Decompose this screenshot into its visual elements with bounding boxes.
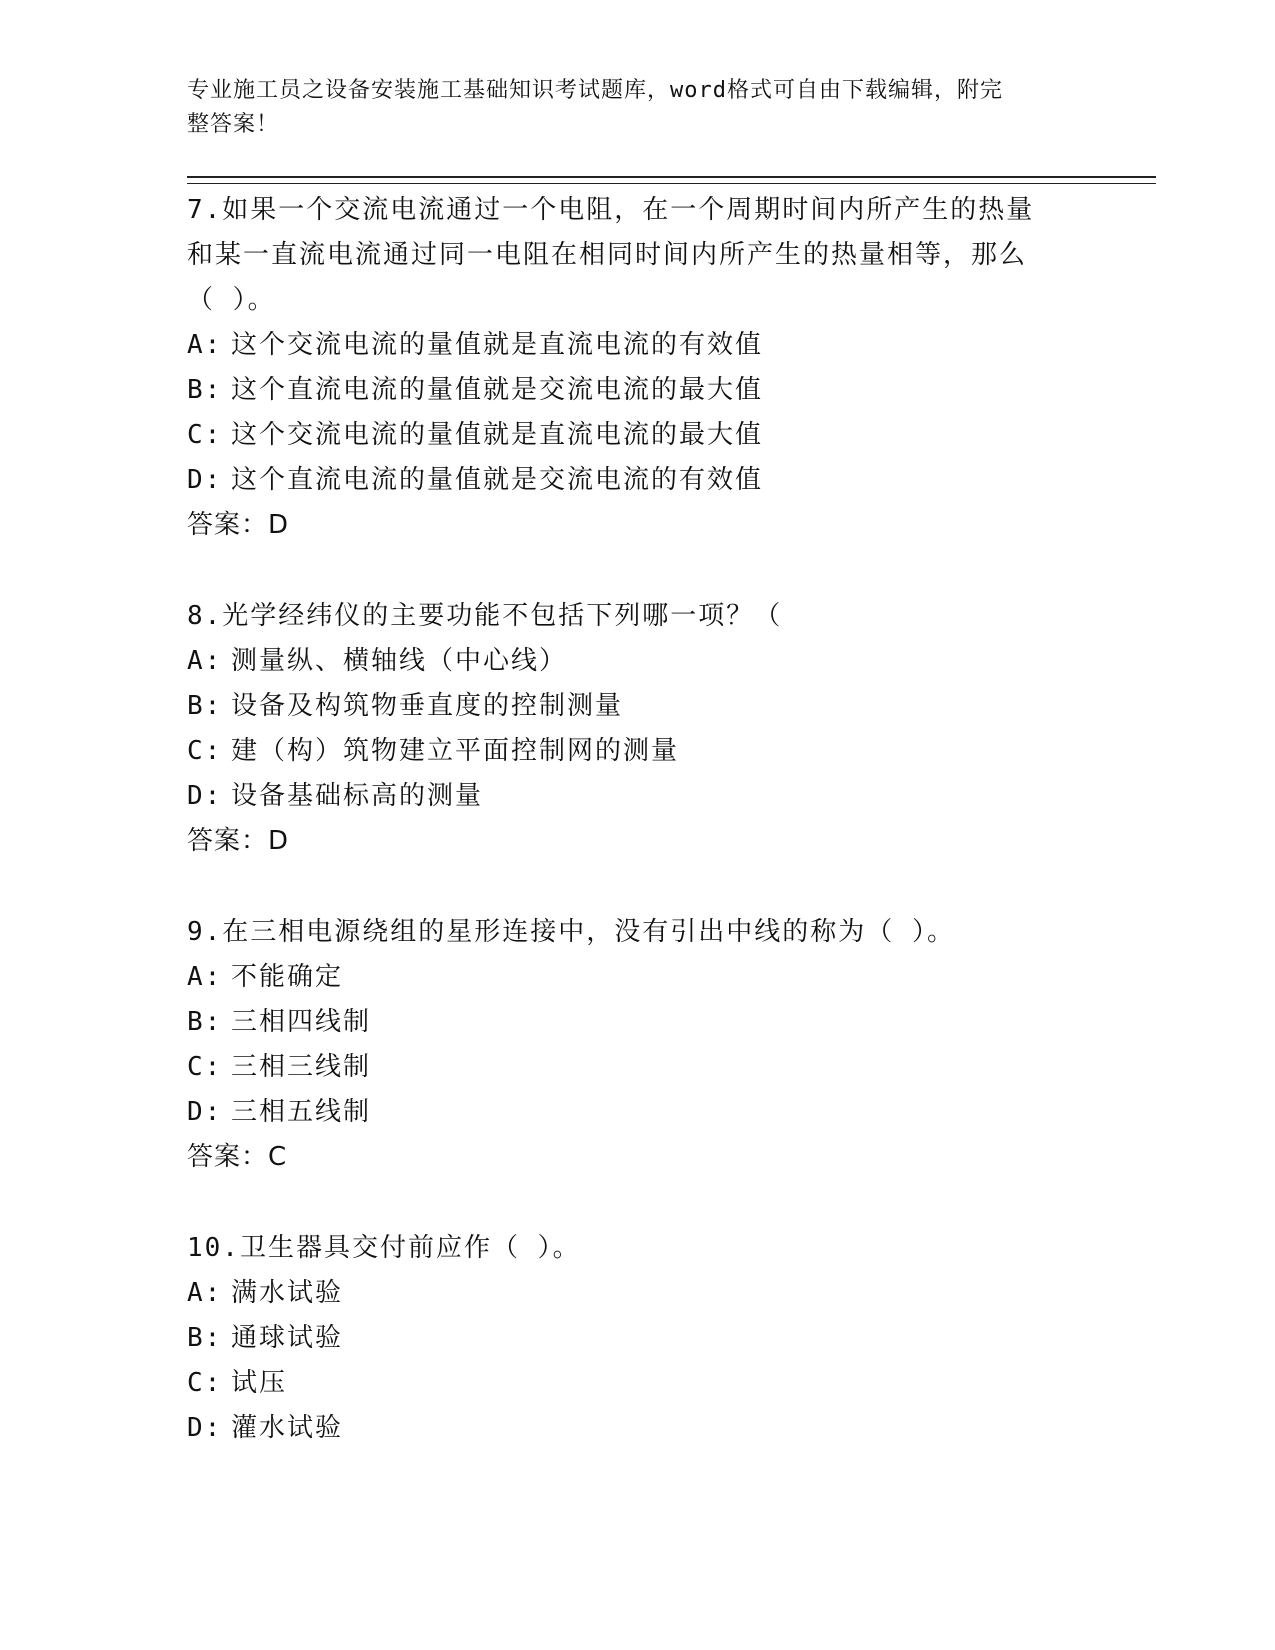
option-letter: B: <box>187 375 223 405</box>
option-letter: B: <box>187 1323 223 1353</box>
option-d <box>187 774 1067 819</box>
option-b <box>187 368 1067 413</box>
option-text: 这个直流电流的量值就是交流电流的最大值 <box>231 375 764 405</box>
option-letter: C: <box>187 736 223 766</box>
option-a <box>187 323 1067 368</box>
option-text: 测量纵、横轴线（中心线） <box>231 646 568 676</box>
option-d <box>187 458 1067 503</box>
option-text: 这个交流电流的量值就是直流电流的最大值 <box>231 420 764 450</box>
option-text: 试压 <box>231 1368 288 1398</box>
option-letter: C: <box>187 420 223 450</box>
option-letter: B: <box>187 1007 223 1037</box>
answer-line: 答案：D <box>187 510 290 540</box>
option-text: 设备基础标高的测量 <box>231 781 484 811</box>
question-9 <box>187 910 1067 1180</box>
option-b <box>187 1316 1067 1361</box>
option-text: 满水试验 <box>231 1278 344 1308</box>
option-letter: D: <box>187 1097 223 1127</box>
option-text: 灌水试验 <box>231 1413 344 1443</box>
option-letter: B: <box>187 691 223 721</box>
header-line-2: 整答案！ <box>187 112 280 137</box>
option-letter: A: <box>187 1278 223 1308</box>
option-a <box>187 639 1067 684</box>
option-c <box>187 1045 1067 1090</box>
question-text-line: （ ）。 <box>187 285 276 315</box>
option-letter: D: <box>187 465 223 495</box>
question-8 <box>187 594 1067 864</box>
option-c <box>187 413 1067 458</box>
answer-line: 答案：D <box>187 826 290 856</box>
header-divider-thick <box>187 176 1156 178</box>
option-letter: D: <box>187 1413 223 1443</box>
option-d <box>187 1406 1067 1451</box>
option-a <box>187 1271 1067 1316</box>
option-c <box>187 1361 1067 1406</box>
option-text: 这个交流电流的量值就是直流电流的有效值 <box>231 330 764 360</box>
question-text-line: 和某一直流电流通过同一电阻在相同时间内所产生的热量相等，那么 <box>187 240 1028 270</box>
option-text: 建（构）筑物建立平面控制网的测量 <box>231 736 680 766</box>
option-text: 三相五线制 <box>231 1097 372 1127</box>
question-text-line: 8.光学经纬仪的主要功能不包括下列哪一项？（ <box>187 601 783 631</box>
option-text: 不能确定 <box>231 962 344 992</box>
header-divider-thin <box>187 183 1156 184</box>
option-letter: A: <box>187 330 223 360</box>
option-b <box>187 1000 1067 1045</box>
option-letter: A: <box>187 962 223 992</box>
option-text: 设备及构筑物垂直度的控制测量 <box>231 691 624 721</box>
document-header <box>187 74 1067 142</box>
spacer <box>187 548 1067 594</box>
question-7 <box>187 188 1067 548</box>
answer-line: 答案：C <box>187 1142 288 1172</box>
spacer <box>187 864 1067 910</box>
option-b <box>187 684 1067 729</box>
option-text: 三相四线制 <box>231 1007 372 1037</box>
option-a <box>187 955 1067 1000</box>
question-text-line: 10.卫生器具交付前应作（ ）。 <box>187 1233 581 1263</box>
question-10 <box>187 1226 1067 1451</box>
option-d <box>187 1090 1067 1135</box>
question-text-line: 7.如果一个交流电流通过一个电阻，在一个周期时间内所产生的热量 <box>187 195 1035 225</box>
option-text: 通球试验 <box>231 1323 344 1353</box>
option-text: 三相三线制 <box>231 1052 372 1082</box>
question-text-line: 9.在三相电源绕组的星形连接中，没有引出中线的称为（ ）。 <box>187 917 955 947</box>
option-letter: A: <box>187 646 223 676</box>
option-c <box>187 729 1067 774</box>
spacer <box>187 1180 1067 1226</box>
header-line-1: 专业施工员之设备安装施工基础知识考试题库，word格式可自由下载编辑，附完 <box>187 78 1003 103</box>
option-letter: D: <box>187 781 223 811</box>
question-list <box>187 188 1067 1451</box>
option-letter: C: <box>187 1368 223 1398</box>
option-letter: C: <box>187 1052 223 1082</box>
option-text: 这个直流电流的量值就是交流电流的有效值 <box>231 465 764 495</box>
